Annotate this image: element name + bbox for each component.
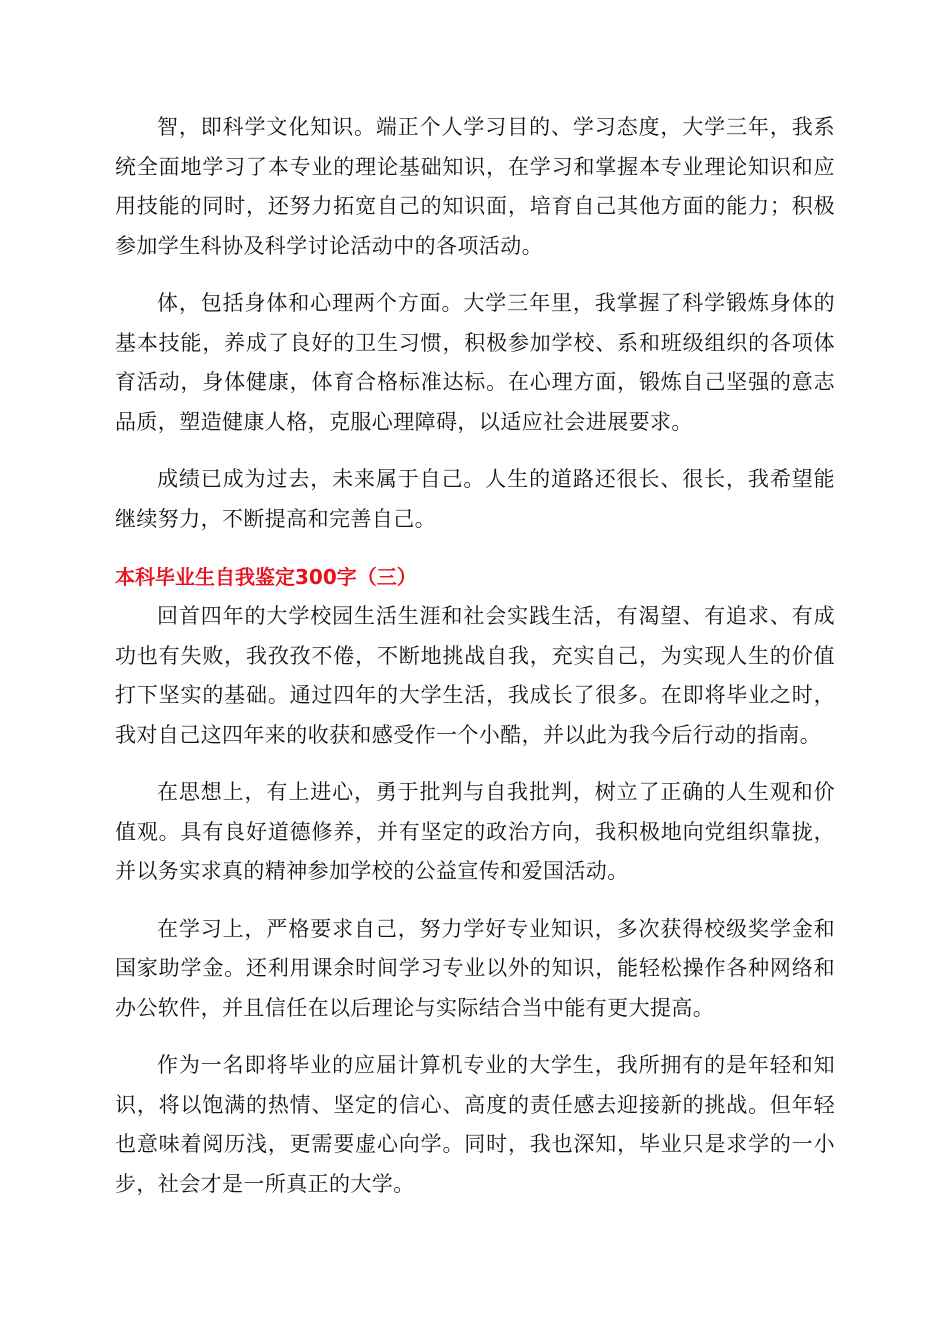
paragraph-review: 回首四年的大学校园生活生涯和社会实践生活，有渴望、有追求、有成功也有失败，我孜孜不倦，不断地挑战自我，充实自己，为实现人生的价值打下坚实的基础。通过四年的大学生活，我成长了很多。在即将毕业之时，我对自己这四年来的收获和感受作一个小酷，并以此为我今后行动的指南。	[115, 604, 835, 747]
paragraph-study: 在学习上，严格要求自己，努力学好专业知识，多次获得校级奖学金和国家助学金。还利用课余时间学习专业以外的知识，能轻松操作各种网络和办公软件，并且信任在以后理论与实际结合当中能有更大提高。	[115, 916, 835, 1020]
document-page	[115, 108, 835, 1222]
paragraph-physical: 体，包括身体和心理两个方面。大学三年里，我掌握了科学锻炼身体的基本技能，养成了良好的卫生习惯，积极参加学校、系和班级组织的各项体育活动，身体健康，体育合格标准达标。在心理方面，锻炼自己坚强的意志品质，塑造健康人格，克服心理障碍，以适应社会进展要求。	[115, 291, 835, 434]
paragraph-intellect: 智，即科学文化知识。端正个人学习目的、学习态度，大学三年，我系统全面地学习了本专业的理论基础知识，在学习和掌握本专业理论知识和应用技能的同时，还努力拓宽自己的知识面，培育自己其他方面的能力；积极参加学生科协及科学讨论活动中的各项活动。	[115, 115, 835, 258]
paragraph-conclusion: 作为一名即将毕业的应届计算机专业的大学生，我所拥有的是年轻和知识，将以饱满的热情、坚定的信心、高度的责任感去迎接新的挑战。但年轻也意味着阅历浅，更需要虚心向学。同时，我也深知，毕业只是求学的一小步，社会才是一所真正的大学。	[115, 1053, 835, 1196]
paragraph-future: 成绩已成为过去，未来属于自己。人生的道路还很长、很长，我希望能继续努力，不断提高和完善自己。	[115, 467, 835, 531]
paragraph-ideology: 在思想上，有上进心，勇于批判与自我批判，树立了正确的人生观和价值观。具有良好道德修养，并有坚定的政治方向，我积极地向党组织靠拢，并以务实求真的精神参加学校的公益宣传和爱国活动。	[115, 780, 835, 883]
section-heading: 本科毕业生自我鉴定300字（三）	[115, 565, 417, 589]
